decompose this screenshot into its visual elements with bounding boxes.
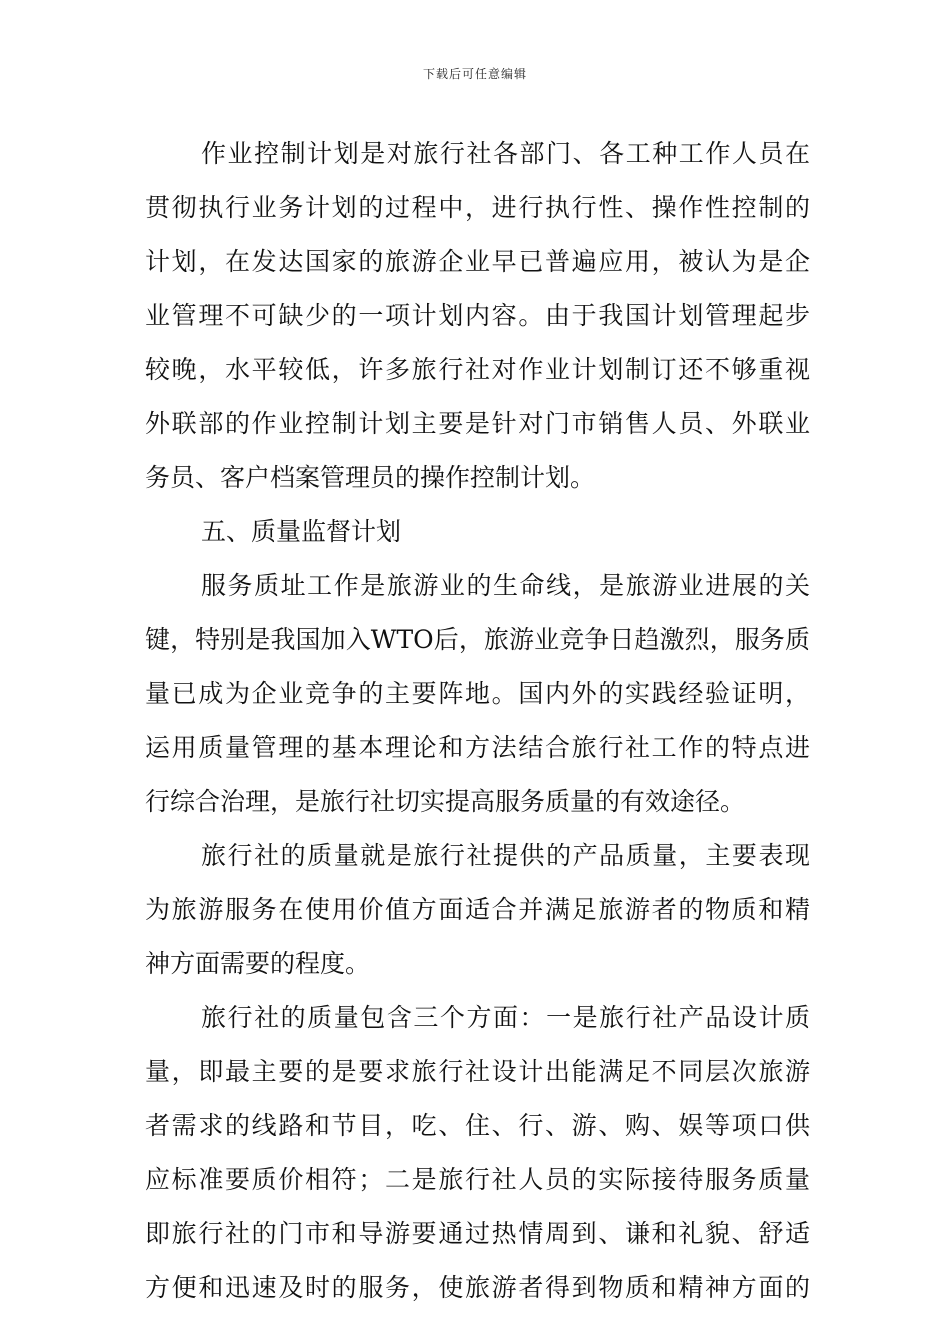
text-line: 运用质量管理的基本理论和方法结合旅行社工作的特点进 (145, 733, 810, 762)
text-line: 量，即最主要的是要求旅行社设计出能满足不同层次旅游 (145, 1057, 810, 1086)
text-line: 业管理不可缺少的一项计划内容。由于我国计划管理起步 (145, 301, 810, 330)
text-line: 旅行社的质量就是旅行社提供的产品质量，主要表现 (201, 841, 810, 870)
body-text (145, 127, 810, 1315)
text-line: 务员、客户档案管理员的操作控制计划。 (145, 463, 596, 492)
text-line: 神方面需要的程度。 (145, 949, 371, 978)
text-line: 应标准要质价相符；二是旅行社人员的实际接待服务质量 (145, 1165, 810, 1194)
text-line: 服务质址工作是旅游业的生命线，是旅游业进展的关 (201, 571, 810, 600)
text-line: 旅行社的质量包含三个方面：一是旅行社产品设计质 (201, 1003, 810, 1032)
text-line: 者需求的线路和节目，吃、住、行、游、购、娱等项口供 (145, 1111, 810, 1140)
text-line: 外联部的作业控制计划主要是针对门市销售人员、外联业 (145, 409, 810, 438)
text-line: 为旅游服务在使用价值方面适合并满足旅游者的物质和精 (145, 895, 810, 924)
text-line: 计划，在发达国家的旅游企业早已普遍应用，被认为是企 (145, 247, 810, 276)
text-line: 贯彻执行业务计划的过程中，进行执行性、操作性控制的 (145, 193, 810, 222)
text-line: 方便和迅速及时的服务，使旅游者得到物质和精神方面的 (145, 1273, 810, 1302)
text-line: 作业控制计划是对旅行社各部门、各工种工作人员在 (201, 139, 810, 168)
text-line: 即旅行社的门市和导游要通过热情周到、谦和礼貌、舒适 (145, 1219, 810, 1248)
text-line: 行综合治理，是旅行社切实提高服务质量的有效途径。 (145, 787, 746, 816)
text-line: 键，特别是我国加入WTO后，旅游业竞争日趋激烈，服务质 (145, 625, 810, 654)
text-line: 量已成为企业竞争的主要阵地。国内外的实践经验证明， (145, 679, 810, 708)
text-line: 较晚，水平较低，许多旅行社对作业计划制订还不够重视 (145, 355, 810, 384)
page-header: 下载后可任意编辑 (422, 67, 527, 81)
text-line: 五、质量监督计划 (201, 517, 402, 546)
